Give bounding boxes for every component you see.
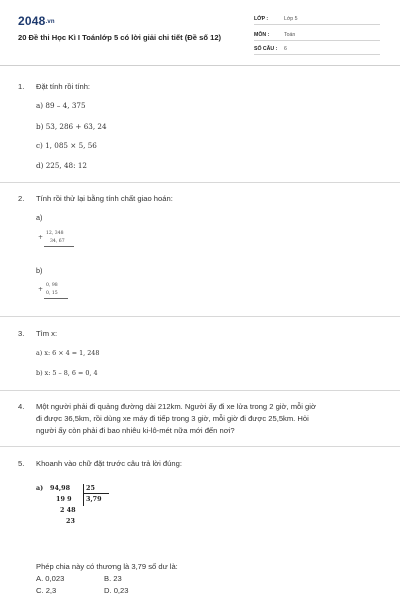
- question-4-line-3: người ấy còn phải đi bao nhiêu ki-lô-mét nữa mới đến nơi?: [36, 426, 235, 435]
- sum-line: [44, 298, 68, 299]
- option-c: C. 2,3: [36, 586, 57, 595]
- meta-grade-label: LỚP :: [254, 16, 269, 22]
- question-1-item-b: b) 53, 286 + 63, 24: [36, 122, 107, 131]
- question-3-item-a: a) x: 6 × 4 = 1, 248: [36, 349, 100, 357]
- division-remainder: 23: [66, 517, 75, 525]
- option-b: B. 23: [104, 574, 122, 583]
- addition-a: [38, 230, 74, 247]
- section-divider: [0, 390, 400, 391]
- sum-line: [44, 246, 74, 247]
- section-divider: [0, 182, 400, 183]
- question-4-line-1: Một người phải đi quảng đường dài 212km. Người ấy đi xe lửa trong 2 giờ, mỗi giờ: [36, 402, 316, 411]
- question-2-part-b: b): [36, 266, 43, 275]
- meta-count-row: [254, 44, 380, 55]
- division-quotient: 3,79: [86, 495, 102, 503]
- meta-grade-value: Lớp 5: [284, 16, 298, 22]
- meta-count-label: SỐ CÂU :: [254, 46, 278, 52]
- question-2-number: 2.: [18, 194, 25, 203]
- division-label: a): [36, 484, 44, 492]
- addend-a1: 12, 348: [46, 231, 64, 236]
- question-1-item-a: a) 89 – 4, 375: [36, 101, 86, 110]
- question-5-number: 5.: [18, 459, 25, 468]
- question-5-prompt: Phép chia này có thương là 3,79 số dư là:: [36, 562, 178, 571]
- question-3-number: 3.: [18, 329, 25, 338]
- division-step-1: 19 9: [56, 495, 72, 503]
- section-divider: [0, 446, 400, 447]
- logo-text: 2048: [18, 14, 46, 28]
- option-d: D. 0,23: [104, 586, 129, 595]
- meta-subject-value: Toán: [284, 32, 296, 38]
- question-1-number: 1.: [18, 82, 25, 91]
- division-horizontal-bar: [83, 493, 109, 494]
- document-header: [0, 0, 400, 66]
- option-a: A. 0,023: [36, 574, 65, 583]
- addition-b: [38, 282, 68, 299]
- question-4-text: [36, 401, 392, 437]
- meta-count-value: 6: [284, 46, 287, 52]
- plus-sign: +: [38, 286, 44, 293]
- question-2-text: Tính rồi thử lại bằng tính chất giao hoán:: [36, 194, 173, 203]
- division-vertical-bar: [83, 484, 84, 506]
- division-step-2: 2 48: [60, 506, 76, 514]
- question-2-part-a: a): [36, 213, 43, 222]
- addend-b2: 0, 15: [46, 291, 58, 296]
- question-5-text: Khoanh vào chữ đặt trước câu trả lời đúng:: [36, 459, 182, 468]
- question-4-line-2: đi được 36,5km, rồi dùng xe máy đi tiếp trong 3 giờ, mỗi giờ đi được 25,5km. Hỏi: [36, 414, 309, 423]
- section-divider: [0, 316, 400, 317]
- question-1-item-d: d) 225, 48: 12: [36, 161, 87, 170]
- addend-b1: 0, 98: [46, 283, 58, 288]
- question-3-text: Tìm x:: [36, 329, 58, 338]
- question-4-number: 4.: [18, 402, 25, 411]
- question-3-item-b: b) x: 5 – 8, 6 = 0, 4: [36, 369, 98, 377]
- document-title: 20 Đề thi Học Kì I Toánlớp 5 có lời giải chi tiết (Đề số 12): [18, 33, 222, 42]
- meta-subject-row: [254, 30, 380, 41]
- site-logo[interactable]: [18, 14, 55, 28]
- question-1-text: Đặt tính rồi tính:: [36, 82, 91, 91]
- meta-subject-label: MÔN :: [254, 32, 270, 38]
- addend-a2: 34, 67: [50, 239, 65, 244]
- plus-sign: +: [38, 234, 44, 241]
- meta-grade-row: [254, 14, 380, 25]
- division-dividend: 94,98: [50, 484, 71, 492]
- logo-suffix: .vn: [45, 18, 55, 25]
- division-divisor: 25: [86, 484, 95, 492]
- question-1-item-c: c) 1, 085 × 5, 56: [36, 141, 97, 150]
